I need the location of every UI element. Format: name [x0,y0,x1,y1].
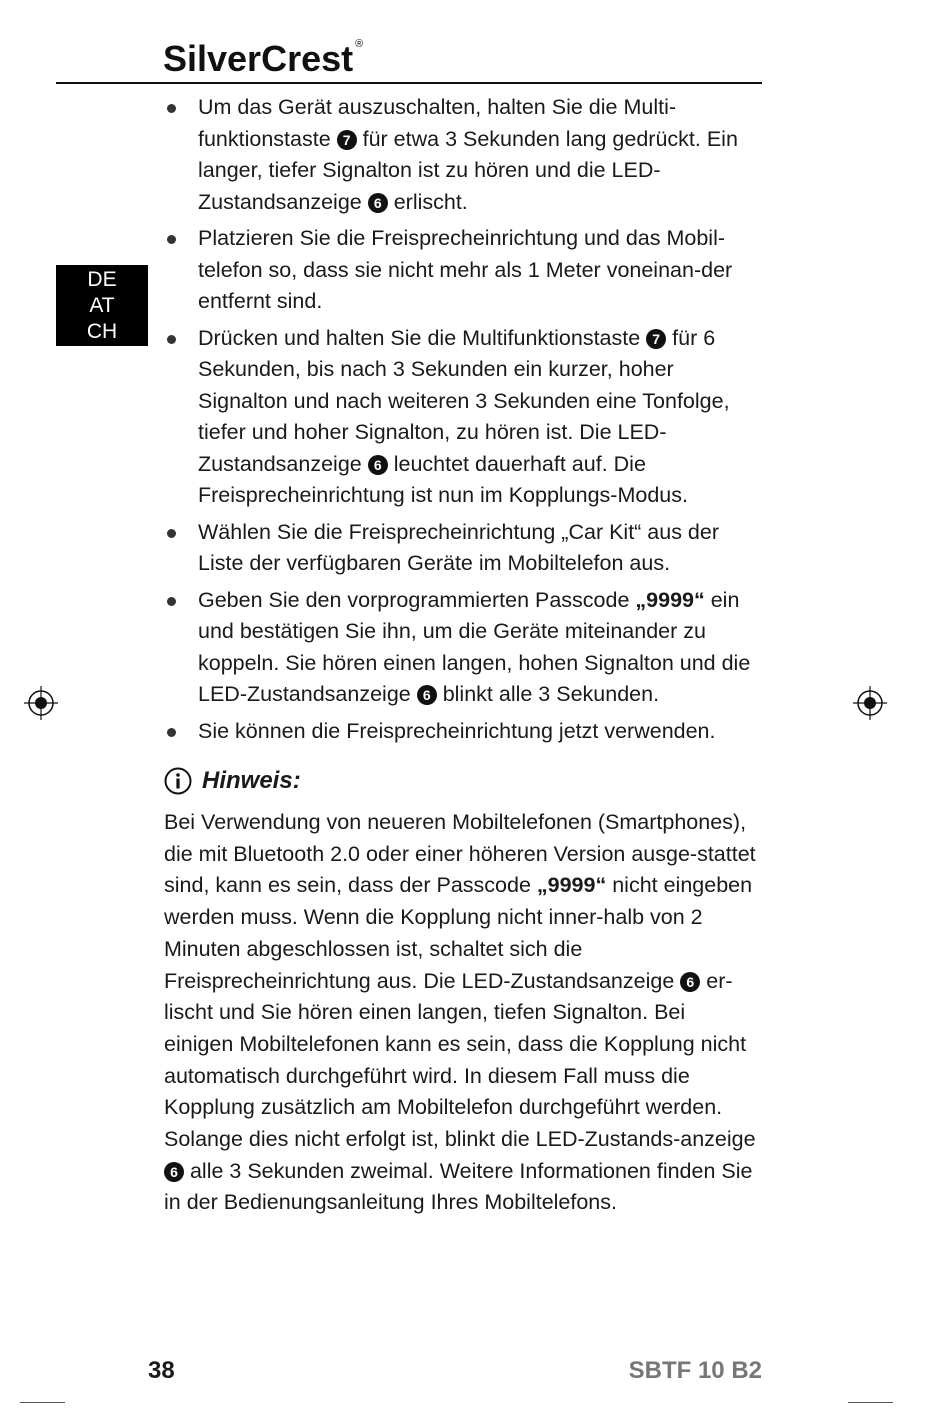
lang-ch: CH [86,320,118,343]
button-number-badge: 7 [646,329,666,349]
lang-at: AT [89,294,115,317]
note-title: Hinweis: [202,767,301,794]
registration-mark-icon [24,686,58,720]
registration-mark-icon [853,686,887,720]
led-number-badge: 6 [417,685,437,705]
list-item: Sie können die Freisprecheinrichtung jetzt verwenden. [164,716,756,748]
button-number-badge: 7 [337,130,357,150]
list-item: Um das Gerät auszuschalten, halten Sie die Multi-funktionstaste 7 für etwa 3 Sekunden lang gedrückt. Ein langer, tiefer Signalton ist zu hören und die LED-Zustandsanzeige 6 erlischt. [164,92,756,218]
list-item: Wählen Sie die Freisprecheinrichtung „Car Kit“ aus der Liste der verfügbaren Geräte im Mobiltelefon aus. [164,517,756,580]
note-heading [164,761,756,801]
page-number: 38 [148,1357,175,1384]
lang-de: DE [87,268,117,291]
led-number-badge: 6 [368,193,388,213]
brand-name: SilverCrest [163,38,354,79]
language-tab [56,265,148,346]
list-item: Platzieren Sie die Freisprecheinrichtung und das Mobil-telefon so, dass sie nicht mehr als 1 Meter voneinan-der entfernt sind. [164,223,756,318]
model-number: SBTF 10 B2 [628,1357,762,1384]
note-body: Bei Verwendung von neueren Mobiltelefonen (Smartphones), die mit Bluetooth 2.0 oder einer höheren Version ausge-stattet sind, kann es sein, dass der Passcode „9999“ nicht eingeben werden muss. Wenn die Kopplung nicht inner-halb von 2 Minuten abgeschlossen ist, schaltet sich die Freisprecheinrichtung aus. Die LED-Zustandsanzeige 6 er-lischt und Sie hören einen langen, tiefen Signalton. Bei einigen Mobiltelefonen kann es sein, dass die Kopplung nicht automatisch durchgeführt wird. In diesem Fall muss die Kopplung zusätzlich am Mobiltelefon durchgeführt werden. Solange dies nicht erfolgt ist, blinkt die LED-Zustands-anzeige 6 alle 3 Sekunden zweimal. Weitere Informationen finden Sie in der Bedienungsanleitung Ihres Mobiltelefons. [164,810,756,1215]
list-item: Geben Sie den vorprogrammierten Passcode „9999“ ein und bestätigen Sie ihn, um die Geräte miteinander zu koppeln. Sie hören einen langen, hohen Signalton und die LED-Zustandsanzeige 6 blinkt alle 3 Sekunden. [164,585,756,711]
trim-mark [848,1402,893,1403]
main-content [164,92,756,1219]
led-number-badge: 6 [164,1162,184,1182]
instruction-list [164,92,756,747]
list-item: Drücken und halten Sie die Multifunktionstaste 7 für 6 Sekunden, bis nach 3 Sekunden ein kurzer, hoher Signalton und nach weiteren 3 Sekunden eine Tonfolge, tiefer und hoher Signalton, zu hören ist. Die LED-Zustandsanzeige 6 leuchtet dauerhaft auf. Die Freisprecheinrichtung ist nun im Kopplungs-Modus. [164,323,756,512]
info-icon [164,767,192,795]
passcode: „9999“ [635,587,705,612]
registered-mark: ® [355,38,364,50]
led-number-badge: 6 [368,455,388,475]
trim-mark [20,1402,65,1403]
led-number-badge: 6 [680,972,700,992]
brand-logo [163,38,363,80]
passcode: „9999“ [536,873,607,898]
header-rule [56,82,762,84]
